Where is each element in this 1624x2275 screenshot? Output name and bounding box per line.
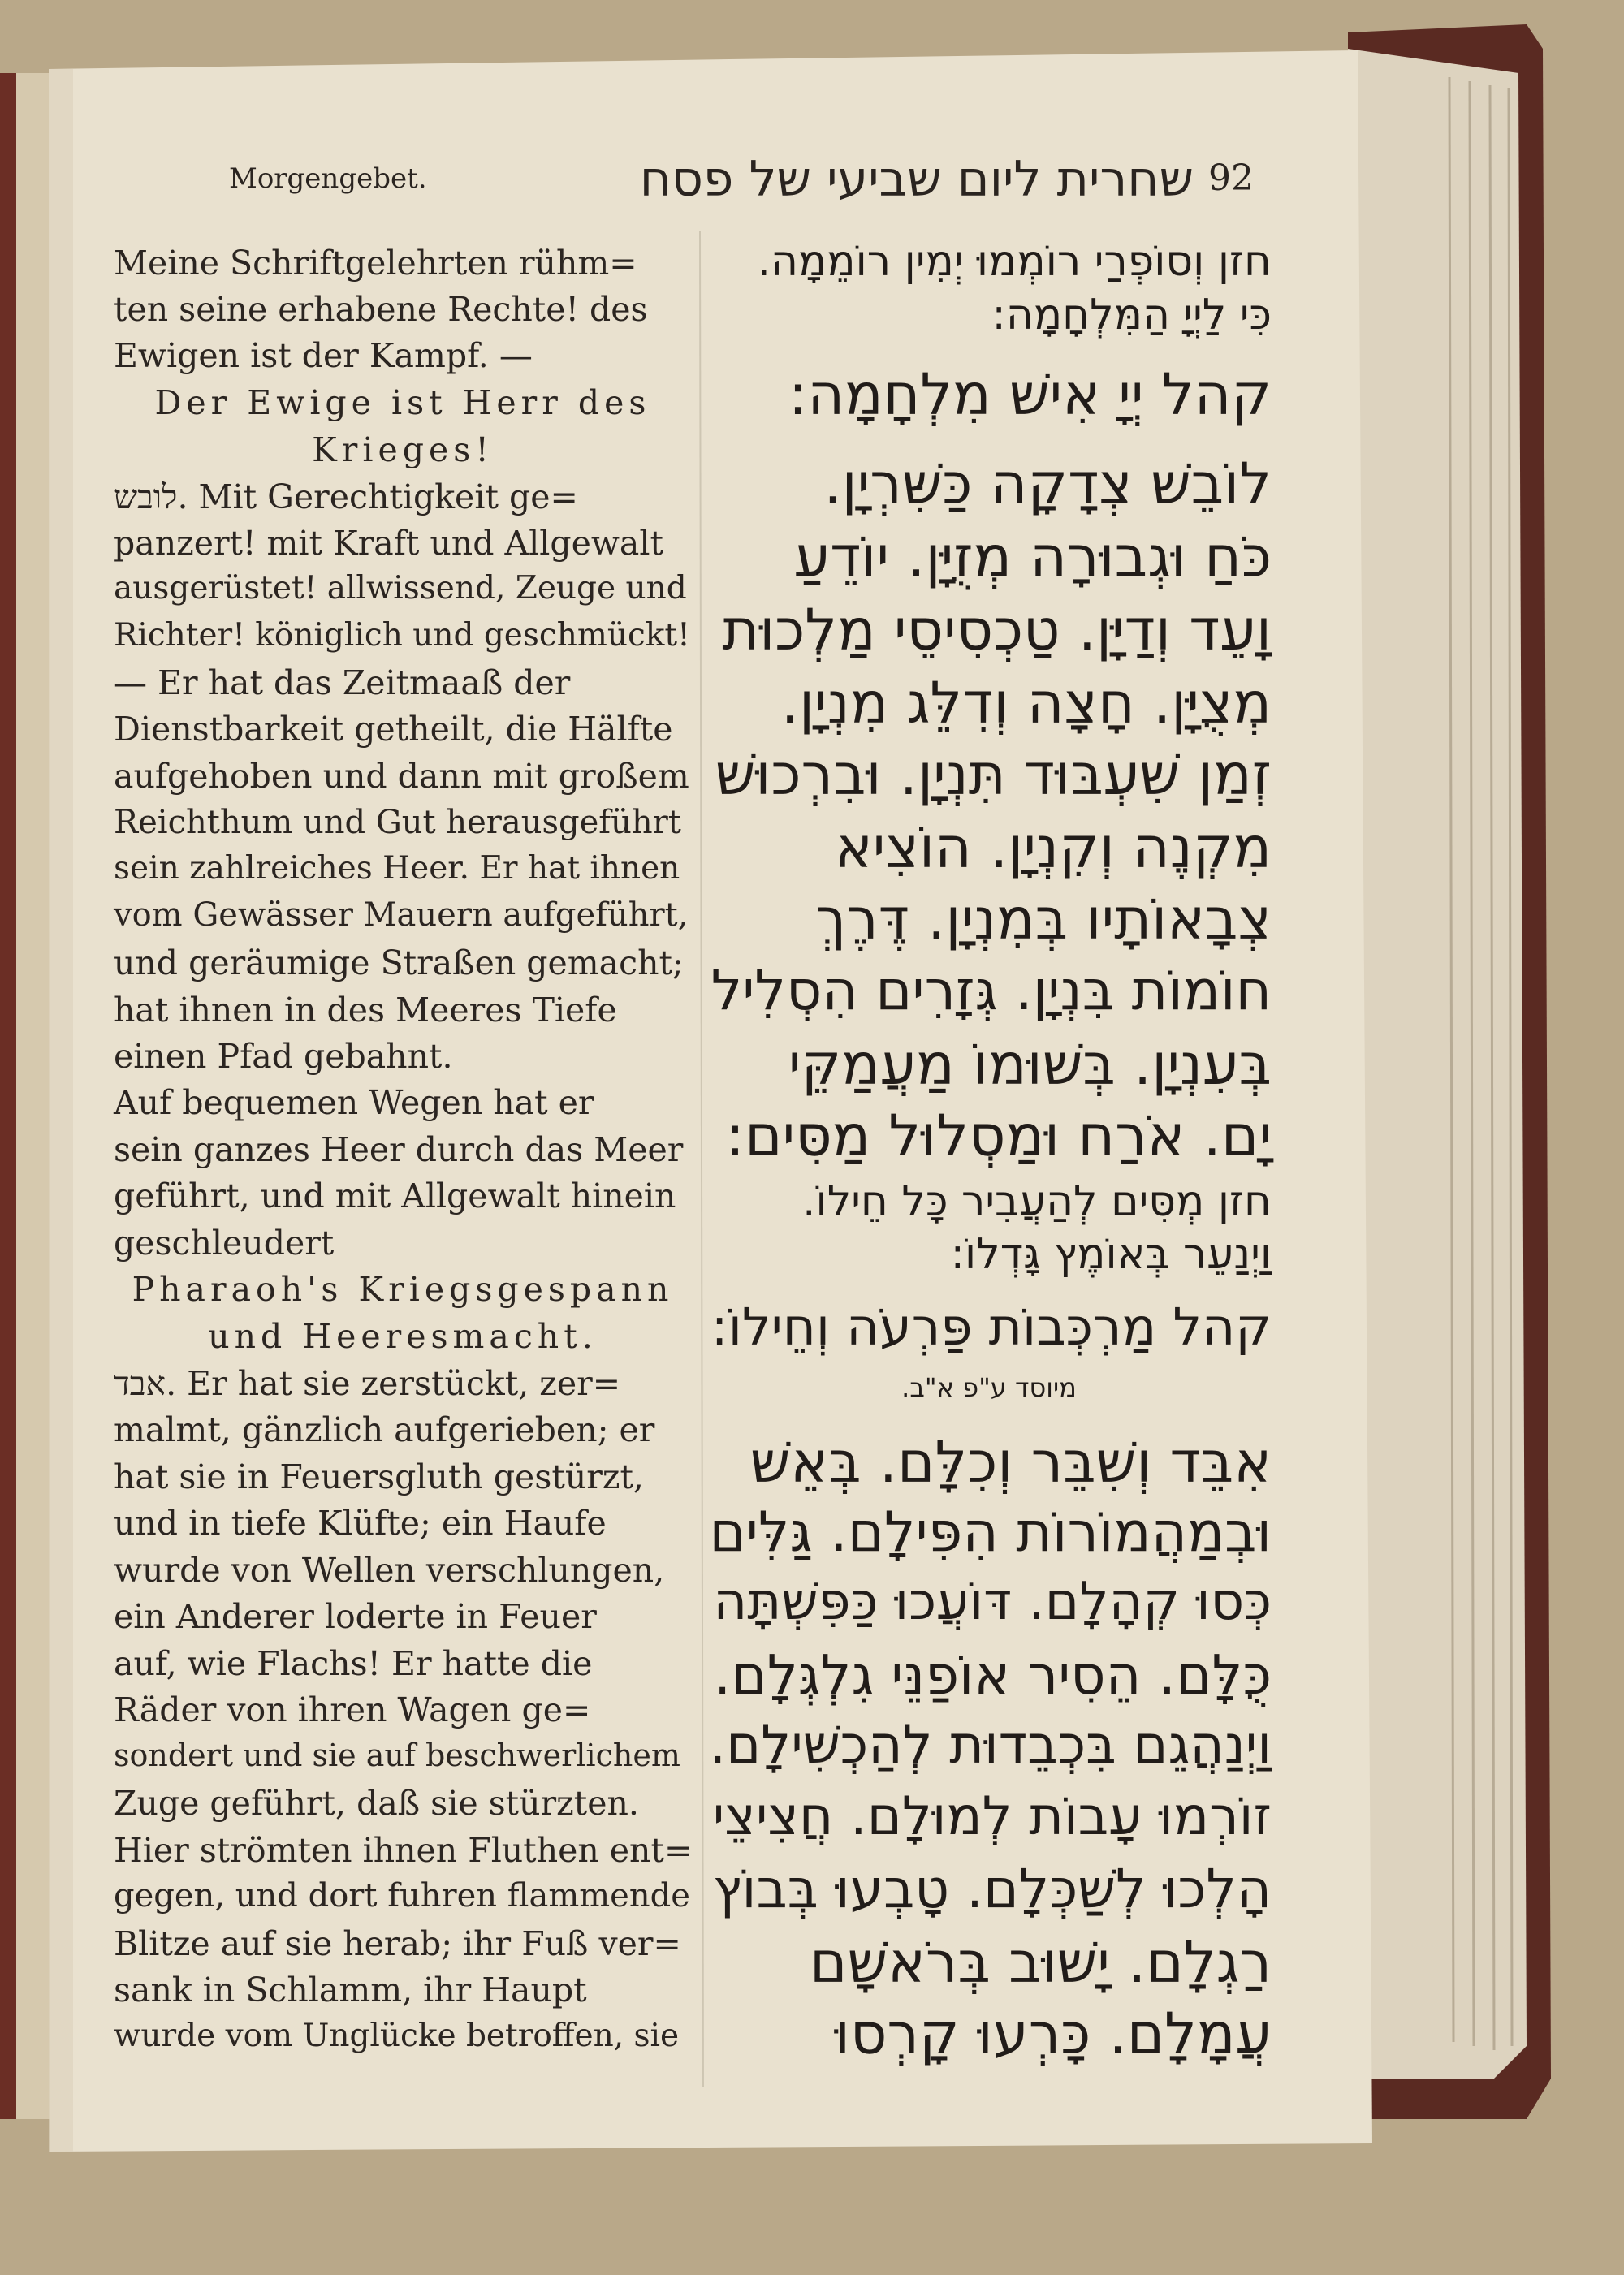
hebrew-line: הָלְכוּ לְשַׁכְּלָם. טָבְעוּ בְּבוֹץ (712, 1858, 1272, 1920)
hebrew-line: קהל יְיָ אִישׁ מִלְחָמָה: (788, 361, 1272, 428)
acrostic-note: מיוסד ע"פ א"ב. (901, 1372, 1077, 1403)
hebrew-line: עֲמָלָם. כָּרְעוּ קָרְסוּ (834, 2001, 1272, 2067)
german-line: hat sie in Feuersgluth gestürzt, (114, 1457, 644, 1496)
german-line: Blitze auf sie herab; ihr Fuß ver= (114, 1924, 681, 1963)
german-line: vom Gewässer Mauern aufgeführt, (114, 896, 689, 934)
page-number: 92 (1208, 158, 1254, 199)
german-line: Reichthum und Gut herausgeführt (114, 804, 681, 841)
hebrew-line: בְּעִנְיָן. בְּשׁוּמוֹ מַעֲמַקֵּי (788, 1031, 1272, 1098)
german-line: wurde von Wellen verschlungen, (114, 1551, 665, 1590)
german-line: malmt, gänzlich aufgerieben; er (114, 1410, 655, 1449)
german-line: ein Anderer loderte in Feuer (114, 1597, 597, 1636)
german-line: Dienstbarkeit getheilt, die Hälfte (114, 710, 673, 749)
hebrew-line: כְּסוּ קְהָלָם. דּוֹעֲכוּ כַּפִּשְׁתָּה (713, 1572, 1272, 1632)
hebrew-line: קהל מַרְכְּבוֹת פַּרְעֹה וְחֵילוֹ: (710, 1297, 1272, 1357)
german-line: sein ganzes Heer durch das Meer (114, 1130, 684, 1169)
hebrew-line: וַיְנַעֵר בְּאוֹמֶץ גָּדְלוֹ: (950, 1230, 1272, 1279)
german-line: geschleudert (114, 1224, 335, 1263)
hebrew-line: כֻּלָּם. הֵסִיר אוֹפַנֵּי גִלְגְּלָם. (713, 1643, 1272, 1707)
german-line: Zuge geführt, daß sie stürzten. (114, 1784, 639, 1823)
german-line: und geräumige Straßen gemacht; (114, 943, 684, 982)
german-line: — Er hat das Zeitmaaß der (114, 663, 571, 702)
german-line: einen Pfad gebahnt. (114, 1037, 453, 1076)
german-line: Krieges! (312, 430, 494, 469)
german-line: hat ihnen in des Meeres Tiefe (114, 991, 617, 1030)
german-line: Meine Schriftgelehrten rühm= (114, 244, 637, 283)
hebrew-line: אִבֵּד וְשִׁבֵּר וְכִלָּם. בְּאֵשׁ (749, 1429, 1272, 1496)
german-line: לובש. Mit Gerechtigkeit ge= (114, 477, 578, 516)
german-line: sank in Schlamm, ihr Haupt (114, 1971, 587, 2010)
hebrew-line: כִּי לַיְיָ הַמִּלְחָמָה: (991, 291, 1272, 339)
german-line: sein zahlreiches Heer. Er hat ihnen (114, 850, 680, 887)
hebrew-line: לוֹבֵשׁ צְדָקָה כַּשִּׁרְיָן. (823, 451, 1272, 517)
running-head-german: Morgengebet. (229, 162, 427, 195)
german-line: אבד. Er hat sie zerstückt, zer= (114, 1364, 621, 1403)
german-line: aufgehoben und dann mit großem (114, 757, 689, 796)
german-line: wurde vom Unglücke betroffen, sie (114, 2018, 680, 2054)
hebrew-line: מְצֻיָּן. חָצָה וְדִלֵּג מִנְיָן. (780, 670, 1272, 736)
hebrew-line: וַיְנַהֲגֵם בִּכְבֵדוּת לְהַכְשִׁילָם. (709, 1715, 1272, 1776)
german-line: Hier strömten ihnen Fluthen ent= (114, 1831, 693, 1870)
german-line: sondert und sie auf beschwerlichem (114, 1738, 680, 1773)
german-line: Der Ewige ist Herr des (154, 383, 651, 422)
hebrew-line: חזן מְסִּים לְהַעֲבִיר כָּל חֵילוֹ. (802, 1177, 1272, 1226)
hebrew-line: חוֹמוֹת בִּנְיָן. גְּזָרִים הִסְלִיל (710, 959, 1272, 1023)
german-line: panzert! mit Kraft und Allgewalt (114, 524, 663, 563)
hebrew-line: כֹּחַ וּגְבוּרָה מְזֻיָּן. יוֹדֵעַ (793, 524, 1272, 590)
hebrew-line: צְבָאוֹתָיו בְּמִנְיָן. דֶּרֶךְ (815, 886, 1272, 952)
hebrew-line: זוֹרְמוּ עָבוֹת לְמוּלָם. חֲצִיצֵי (712, 1786, 1272, 1847)
german-line: Räder von ihren Wagen ge= (114, 1690, 591, 1729)
german-line: Ewigen ist der Kampf. — (114, 336, 533, 375)
german-line: Richter! königlich und geschmückt! (114, 617, 690, 654)
hebrew-line: וּבְמַהֲמוֹרוֹת הִפִּילָם. גַּלִּים (709, 1500, 1272, 1565)
german-line: und in tiefe Klüfte; ein Haufe (114, 1504, 607, 1543)
hebrew-line: וָעֵד וְדַיָּן. טַכְסִיסֵי מַלְכוּת (722, 597, 1272, 663)
running-head-hebrew: שחרית ליום שביעי של פסח (639, 151, 1194, 208)
hebrew-line: זְמַן שִׁעְבּוּד תִּנְיָן. וּבִרְכוּשׁ (715, 741, 1272, 808)
german-line: Pharaoh's Kriegsgespann (132, 1270, 674, 1309)
german-line: ten seine erhabene Rechte! des (114, 290, 648, 329)
german-line: ausgerüstet! allwissend, Zeuge und (114, 570, 687, 607)
hebrew-line: חזן וְסוֹפְרַי רוֹמְמוּ יְמִין רוֹמֵמָה. (757, 237, 1272, 286)
hebrew-line: יָם. אֹרַח וּמַסְלוּל מַסִּים: (725, 1103, 1272, 1169)
hebrew-line: מִקְנֶה וְקִנְיָן. הוֹצִיא (835, 814, 1272, 881)
german-line: auf, wie Flachs! Er hatte die (114, 1644, 593, 1683)
german-line: gegen, und dort fuhren flammende (114, 1877, 690, 1915)
german-line: und Heeresmacht. (208, 1317, 598, 1356)
hebrew-line: רַגְלָם. יָשׁוּב בְּרֹאשָׁם (810, 1929, 1272, 1996)
german-line: geführt, und mit Allgewalt hinein (114, 1176, 676, 1215)
german-line: Auf bequemen Wegen hat er (114, 1083, 594, 1122)
